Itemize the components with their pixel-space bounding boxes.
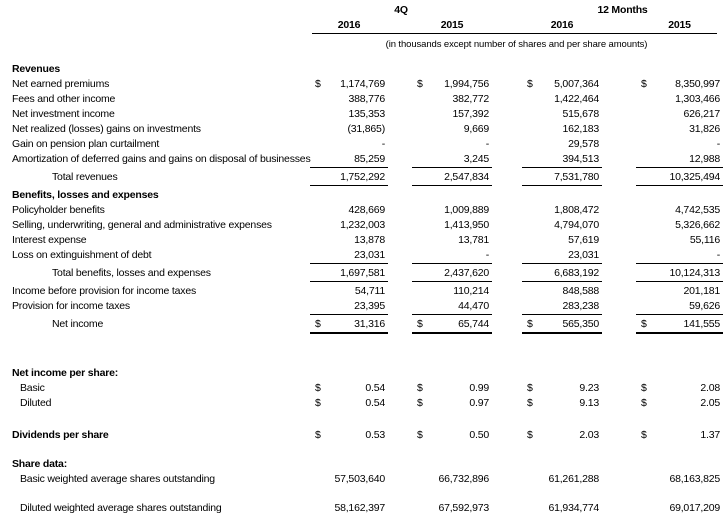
table-row (0, 218, 723, 233)
cell-value: - (716, 249, 720, 261)
money-cell (412, 284, 492, 299)
cell-value: 157,392 (452, 108, 489, 120)
money-cell (310, 77, 388, 92)
currency-symbol: $ (315, 382, 321, 394)
cell-value: 31,826 (689, 123, 720, 135)
money-cell (636, 170, 723, 186)
cell-value: 1.37 (700, 429, 720, 441)
cell-value: 9.13 (579, 397, 599, 409)
money-cell (522, 284, 602, 299)
cell-value: 110,214 (453, 285, 489, 297)
column-group-header (0, 0, 723, 18)
currency-symbol: $ (417, 78, 423, 90)
money-cell (636, 248, 723, 264)
money-cell (636, 107, 723, 122)
currency-symbol: $ (527, 78, 533, 90)
cell-value: 515,678 (562, 108, 599, 120)
money-cell (636, 472, 723, 487)
money-cell (310, 381, 388, 396)
money-cell (522, 218, 602, 233)
year-header-row (0, 18, 723, 32)
cell-value: 31,316 (354, 318, 385, 330)
table-row (0, 366, 723, 381)
money-cell (412, 92, 492, 107)
currency-symbol: $ (527, 429, 533, 441)
money-cell (522, 122, 602, 137)
cell-value: 394,513 (562, 153, 599, 165)
currency-symbol: $ (527, 382, 533, 394)
row-label: Selling, underwriting, general and administrative expenses (12, 219, 272, 231)
cell-value: 1,808,472 (554, 204, 599, 216)
cell-value: 4,742,535 (675, 204, 720, 216)
cell-value: 9.23 (579, 382, 599, 394)
money-cell (636, 77, 723, 92)
year-label: 2016 (550, 19, 574, 31)
section-label: Benefits, losses and expenses (12, 189, 159, 201)
row-label: Loss on extinguishment of debt (12, 249, 152, 261)
money-cell (412, 233, 492, 248)
cell-value: 44,470 (458, 300, 489, 312)
money-cell (522, 170, 602, 186)
money-cell (636, 381, 723, 396)
money-cell (636, 317, 723, 334)
cell-value: 388,776 (348, 93, 385, 105)
money-cell (412, 170, 492, 186)
money-cell (636, 266, 723, 282)
currency-symbol: $ (527, 318, 533, 330)
cell-value: 848,588 (562, 285, 599, 297)
cell-value: 2,437,620 (444, 267, 489, 279)
cell-value: 2.08 (700, 382, 720, 394)
cell-value: 61,934,774 (548, 502, 599, 514)
cell-value: 57,503,640 (334, 473, 385, 485)
money-cell (522, 248, 602, 264)
table-row (0, 396, 723, 411)
money-cell (522, 381, 602, 396)
table-row (0, 233, 723, 248)
money-cell (636, 137, 723, 152)
spacer-row (0, 443, 723, 457)
cell-value: 13,878 (354, 234, 385, 246)
cell-value: 0.54 (365, 382, 385, 394)
row-label: Basic (20, 382, 45, 394)
currency-symbol: $ (417, 397, 423, 409)
table-row (0, 152, 723, 170)
money-cell (310, 203, 388, 218)
cell-value: (31,865) (347, 123, 385, 135)
money-cell (522, 317, 602, 334)
row-label: Amortization of deferred gains and gains on disposal of businesses (12, 153, 311, 165)
cell-value: - (381, 138, 385, 150)
money-cell (412, 203, 492, 218)
cell-value: 0.97 (469, 397, 489, 409)
money-cell (310, 428, 388, 443)
cell-value: 565,350 (562, 318, 599, 330)
row-label: Gain on pension plan curtailment (12, 138, 160, 150)
table-row (0, 472, 723, 487)
row-label: Net earned premiums (12, 78, 110, 90)
money-cell (412, 266, 492, 282)
money-cell (310, 266, 388, 282)
currency-symbol: $ (417, 382, 423, 394)
money-cell (412, 396, 492, 411)
money-cell (412, 122, 492, 137)
cell-value: 162,183 (562, 123, 599, 135)
row-label: Net realized (losses) gains on investments (12, 123, 201, 135)
year-label: 2016 (337, 19, 361, 31)
cell-value: 5,326,662 (675, 219, 720, 231)
money-cell (310, 170, 388, 186)
table-row (0, 203, 723, 218)
money-cell (412, 152, 492, 168)
row-label: Income before provision for income taxes (12, 285, 197, 297)
cell-value: 5,007,364 (554, 78, 599, 90)
money-cell (310, 396, 388, 411)
money-cell (412, 317, 492, 334)
cell-value: 1,752,292 (340, 171, 385, 183)
cell-value: 1,422,464 (554, 93, 599, 105)
row-label: Provision for income taxes (12, 300, 130, 312)
cell-value: 1,994,756 (444, 78, 489, 90)
row-label: Net income (52, 318, 104, 330)
cell-value: 1,413,950 (444, 219, 489, 231)
cell-value: 1,303,466 (675, 93, 720, 105)
money-cell (522, 233, 602, 248)
money-cell (412, 381, 492, 396)
col-group-label-4q: 4Q (394, 4, 408, 16)
table-row (0, 501, 723, 516)
spacer-row (0, 336, 723, 366)
cell-value: 58,162,397 (334, 502, 385, 514)
table-row (0, 107, 723, 122)
currency-symbol: $ (641, 382, 647, 394)
cell-value: 2.05 (700, 397, 720, 409)
table-row (0, 170, 723, 188)
money-cell (310, 317, 388, 334)
money-cell (412, 299, 492, 315)
money-cell (412, 77, 492, 92)
money-cell (310, 152, 388, 168)
money-cell (310, 107, 388, 122)
cell-value: 3,245 (463, 153, 489, 165)
currency-symbol: $ (417, 429, 423, 441)
money-cell (310, 218, 388, 233)
money-cell (522, 107, 602, 122)
money-cell (636, 428, 723, 443)
cell-value: 1,009,889 (444, 204, 489, 216)
cell-value: 0.99 (469, 382, 489, 394)
cell-value: 4,794,070 (554, 219, 599, 231)
cell-value: 23,031 (568, 249, 599, 261)
money-cell (412, 248, 492, 264)
cell-value: 0.53 (365, 429, 385, 441)
cell-value: 29,578 (568, 138, 599, 150)
spacer-row (0, 487, 723, 501)
cell-value: 0.54 (365, 397, 385, 409)
money-cell (636, 218, 723, 233)
row-label: Interest expense (12, 234, 87, 246)
cell-value: 66,732,896 (438, 473, 489, 485)
cell-value: 59,626 (689, 300, 720, 312)
cell-value: 55,116 (689, 234, 720, 246)
cell-value: 201,181 (683, 285, 720, 297)
table-row (0, 428, 723, 443)
money-cell (522, 77, 602, 92)
money-cell (636, 152, 723, 168)
money-cell (636, 299, 723, 315)
cell-value: - (485, 249, 489, 261)
money-cell (522, 92, 602, 107)
table-row (0, 317, 723, 336)
money-cell (310, 233, 388, 248)
cell-value: 6,683,192 (554, 267, 599, 279)
currency-symbol: $ (641, 429, 647, 441)
cell-value: 13,781 (458, 234, 489, 246)
money-cell (636, 284, 723, 299)
money-cell (522, 428, 602, 443)
cell-value: 10,124,313 (669, 267, 720, 279)
cell-value: 85,259 (354, 153, 385, 165)
spacer-row (0, 411, 723, 428)
money-cell (522, 501, 602, 516)
money-cell (310, 501, 388, 516)
money-cell (412, 428, 492, 443)
money-cell (636, 396, 723, 411)
cell-value: 141,555 (683, 318, 720, 330)
cell-value: 69,017,209 (669, 502, 720, 514)
section-label: Share data: (12, 458, 67, 470)
row-label: Diluted (20, 397, 52, 409)
cell-value: 67,592,973 (438, 502, 489, 514)
money-cell (636, 122, 723, 137)
currency-symbol: $ (315, 397, 321, 409)
money-cell (310, 472, 388, 487)
money-cell (636, 501, 723, 516)
row-label: Basic weighted average shares outstanding (20, 473, 215, 485)
cell-value: 68,163,825 (669, 473, 720, 485)
cell-value: - (485, 138, 489, 150)
money-cell (522, 266, 602, 282)
table-row (0, 188, 723, 203)
money-cell (310, 122, 388, 137)
section-label: Net income per share: (12, 367, 119, 379)
money-cell (522, 203, 602, 218)
table-row (0, 77, 723, 92)
cell-value: 626,217 (683, 108, 720, 120)
cell-value: 1,697,581 (340, 267, 385, 279)
cell-value: 12,988 (689, 153, 720, 165)
cell-value: 23,395 (354, 300, 385, 312)
money-cell (412, 501, 492, 516)
money-cell (310, 137, 388, 152)
year-label: 2015 (440, 19, 464, 31)
row-label: Total benefits, losses and expenses (52, 267, 211, 279)
row-label: Fees and other income (12, 93, 116, 105)
money-cell (636, 203, 723, 218)
table-row (0, 137, 723, 152)
money-cell (310, 299, 388, 315)
table-row (0, 381, 723, 396)
currency-symbol: $ (315, 78, 321, 90)
currency-symbol: $ (417, 318, 423, 330)
money-cell (310, 248, 388, 264)
table-rows (0, 62, 723, 516)
money-cell (412, 218, 492, 233)
cell-value: 2.03 (579, 429, 599, 441)
money-cell (636, 92, 723, 107)
money-cell (412, 107, 492, 122)
cell-value: 1,232,003 (340, 219, 385, 231)
currency-symbol: $ (641, 318, 647, 330)
cell-value: - (716, 138, 720, 150)
cell-value: 7,531,780 (554, 171, 599, 183)
cell-value: 65,744 (458, 318, 489, 330)
money-cell (522, 396, 602, 411)
cell-value: 382,772 (452, 93, 489, 105)
table-row (0, 284, 723, 299)
row-label: Net investment income (12, 108, 115, 120)
table-row (0, 92, 723, 107)
table-row (0, 457, 723, 472)
table-row (0, 266, 723, 284)
money-cell (522, 137, 602, 152)
row-label: Dividends per share (12, 429, 109, 441)
cell-value: 57,619 (568, 234, 599, 246)
currency-symbol: $ (315, 318, 321, 330)
cell-value: 61,261,288 (548, 473, 599, 485)
row-label: Diluted weighted average shares outstanding (20, 502, 222, 514)
row-label: Total revenues (52, 171, 118, 183)
currency-symbol: $ (641, 397, 647, 409)
cell-value: 2,547,834 (444, 171, 489, 183)
money-cell (412, 472, 492, 487)
row-label: Policyholder benefits (12, 204, 105, 216)
cell-value: 0.50 (469, 429, 489, 441)
table-row (0, 299, 723, 317)
cell-value: 54,711 (354, 285, 385, 297)
cell-value: 23,031 (354, 249, 385, 261)
table-row (0, 122, 723, 137)
cell-value: 9,669 (463, 123, 489, 135)
cell-value: 8,350,997 (675, 78, 720, 90)
units-note: (in thousands except number of shares and per share amounts) (385, 39, 648, 50)
money-cell (522, 299, 602, 315)
year-label: 2015 (668, 19, 691, 31)
money-cell (522, 472, 602, 487)
money-cell (310, 284, 388, 299)
section-label: Revenues (12, 63, 61, 75)
currency-symbol: $ (315, 429, 321, 441)
money-cell (522, 152, 602, 168)
money-cell (636, 233, 723, 248)
cell-value: 135,353 (348, 108, 385, 120)
cell-value: 10,325,494 (669, 171, 720, 183)
table-row (0, 248, 723, 266)
money-cell (412, 137, 492, 152)
cell-value: 428,669 (348, 204, 385, 216)
table-row (0, 62, 723, 77)
cell-value: 1,174,769 (340, 78, 385, 90)
money-cell (310, 92, 388, 107)
currency-symbol: $ (641, 78, 647, 90)
cell-value: 283,238 (562, 300, 599, 312)
currency-symbol: $ (527, 397, 533, 409)
col-group-label-12-months: 12 Months (597, 4, 648, 16)
